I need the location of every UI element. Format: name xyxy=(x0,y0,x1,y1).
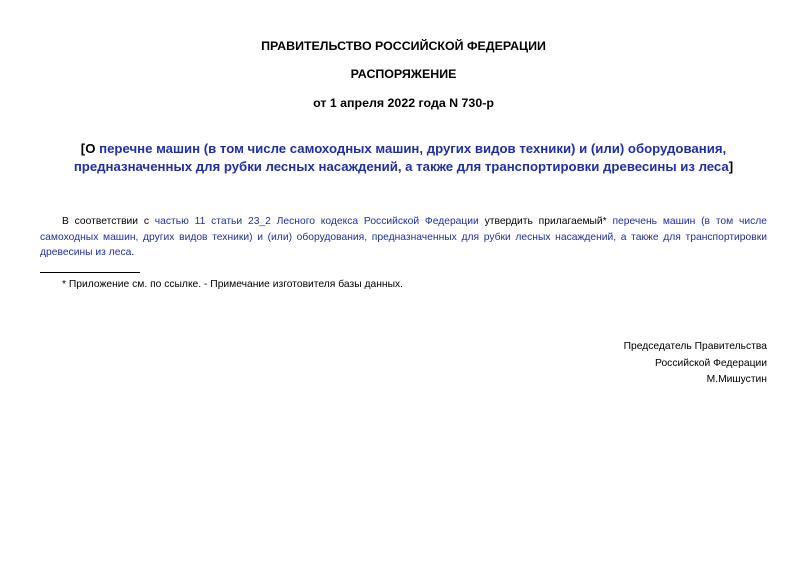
signature-position-line-2: Российской Федерации xyxy=(655,357,767,369)
signature-name: М.Мишустин xyxy=(706,374,767,385)
title-line-2 xyxy=(40,158,767,176)
paragraph-middle: утвердить прилагаемый* xyxy=(478,216,613,227)
document-title xyxy=(40,140,767,175)
document-type-heading: РАСПОРЯЖЕНИЕ xyxy=(350,67,457,81)
signature-block xyxy=(624,339,767,389)
law-article-link[interactable]: частью 11 статьи 23_2 Лесного кодекса Российской Федерации xyxy=(154,216,479,227)
signature-position-line-1: Председатель Правительства xyxy=(623,341,767,352)
paragraph-line-2 xyxy=(40,230,767,246)
footnote-divider xyxy=(40,272,140,273)
paragraph-line-1 xyxy=(40,214,767,230)
paragraph-end: . xyxy=(131,247,135,258)
title-bracket-open: [О xyxy=(80,141,100,156)
main-paragraph xyxy=(40,214,767,261)
machine-list-link-part-1[interactable]: перечень машин (в том числе xyxy=(612,216,768,227)
title-bracket-close: ] xyxy=(728,158,734,174)
title-link-part-1[interactable]: перечне машин (в том числе самоходных машин, других видов техники) и (или) оборудования, xyxy=(99,141,727,156)
machine-list-link-part-2[interactable]: самоходных машин, других видов техники) и (или) оборудования, предназначенных для рубки лесных насаждений, а также для транспортировки xyxy=(40,231,767,243)
machine-list-link-part-3[interactable]: древесины из леса xyxy=(40,247,132,258)
title-link-part-2[interactable]: предназначенных для рубки лесных насаждений, а также для транспортировки древесины из леса xyxy=(73,158,729,174)
title-line-1 xyxy=(40,140,767,158)
government-heading: ПРАВИТЕЛЬСТВО РОССИЙСКОЙ ФЕДЕРАЦИИ xyxy=(261,39,546,53)
footnote-text: * Приложение см. по ссылке. - Примечание изготовителя базы данных. xyxy=(62,279,404,290)
paragraph-line-3 xyxy=(40,245,767,261)
paragraph-intro: В соответствии с xyxy=(62,216,155,227)
date-number-heading: от 1 апреля 2022 года N 730-р xyxy=(313,96,494,110)
